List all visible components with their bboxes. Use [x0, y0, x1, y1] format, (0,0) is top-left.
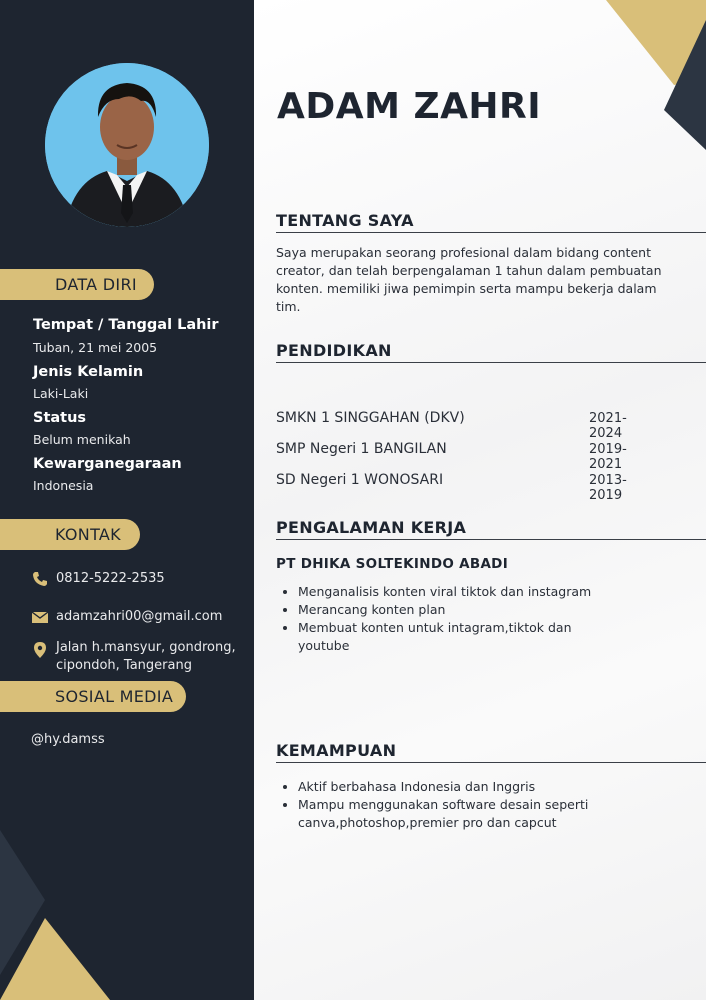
mail-icon: [32, 609, 48, 625]
company-name: PT DHIKA SOLTEKINDO ABADI: [276, 556, 509, 572]
education-item: [276, 472, 656, 503]
field-label-status: Status: [33, 410, 87, 426]
section-title: SOSIAL MEDIA: [55, 687, 174, 706]
list-item: • Merancang konten plan: [298, 601, 598, 619]
address-line-1: Jalan h.mansyur, gondrong,: [56, 640, 236, 655]
section-header-pendidikan: PENDIDIKAN: [276, 341, 706, 363]
social-handle[interactable]: @hy.damss: [31, 732, 105, 747]
sidebar-corner-decoration: [0, 830, 254, 1000]
field-value-gender: Laki-Laki: [33, 386, 89, 401]
list-item: • Membuat konten untuk intagram,tiktok dan youtube: [298, 619, 598, 655]
section-header-sosial-media: [0, 681, 186, 712]
about-text: Saya merupakan seorang profesional dalam bidang content creator, dan telah berpengalaman 1 tahun dalam pembuatan konten. memiliki jiwa pemimpin serta mampu bekerja dalam tim.: [276, 245, 662, 314]
location-icon: [32, 642, 48, 658]
email-address: adamzahri00@gmail.com: [56, 609, 223, 624]
school-name: SMP Negeri 1 BANGILAN: [276, 441, 447, 457]
address-line-2: cipondoh, Tangerang: [56, 658, 192, 673]
full-name: ADAM ZAHRI: [277, 86, 542, 127]
section-header-tentang-saya: TENTANG SAYA: [276, 211, 706, 233]
contact-address: [32, 639, 236, 675]
school-years: 2013-2019: [589, 473, 627, 503]
field-value-nationality: Indonesia: [33, 478, 94, 493]
school-years: 2021-2024: [589, 411, 627, 441]
experience-list: [276, 583, 598, 655]
education-item: [276, 441, 656, 472]
field-label-nationality: Kewarganegaraan: [33, 456, 182, 472]
section-header-kemampuan: KEMAMPUAN: [276, 741, 706, 763]
skills-list: [276, 778, 618, 832]
profile-photo: [45, 63, 209, 227]
field-value-birth: Tuban, 21 mei 2005: [33, 340, 158, 355]
field-label-gender: Jenis Kelamin: [33, 364, 144, 380]
section-header-kontak: [0, 519, 140, 550]
section-title: KONTAK: [55, 525, 121, 544]
contact-phone[interactable]: [32, 571, 165, 587]
section-header-data-diri: [0, 269, 154, 300]
person-avatar-icon: [45, 63, 209, 227]
school-name: SMKN 1 SINGGAHAN (DKV): [276, 410, 465, 426]
phone-icon: [32, 571, 48, 587]
list-item: • Mampu menggunakan software desain seperti canva,photoshop,premier pro dan capcut: [298, 796, 618, 832]
section-title: DATA DIRI: [55, 275, 137, 294]
section-header-pengalaman-kerja: PENGALAMAN KERJA: [276, 518, 706, 540]
field-label-birth: Tempat / Tanggal Lahir: [33, 317, 219, 333]
contact-email[interactable]: [32, 609, 222, 625]
field-value-status: Belum menikah: [33, 432, 131, 447]
phone-number: 0812-5222-2535: [56, 571, 165, 586]
list-item: • Aktif berbahasa Indonesia dan Inggris: [298, 778, 618, 796]
education-item: [276, 410, 656, 441]
school-name: SD Negeri 1 WONOSARI: [276, 472, 444, 488]
list-item: • Menganalisis konten viral tiktok dan instagram: [298, 583, 598, 601]
school-years: 2019-2021: [589, 442, 627, 472]
